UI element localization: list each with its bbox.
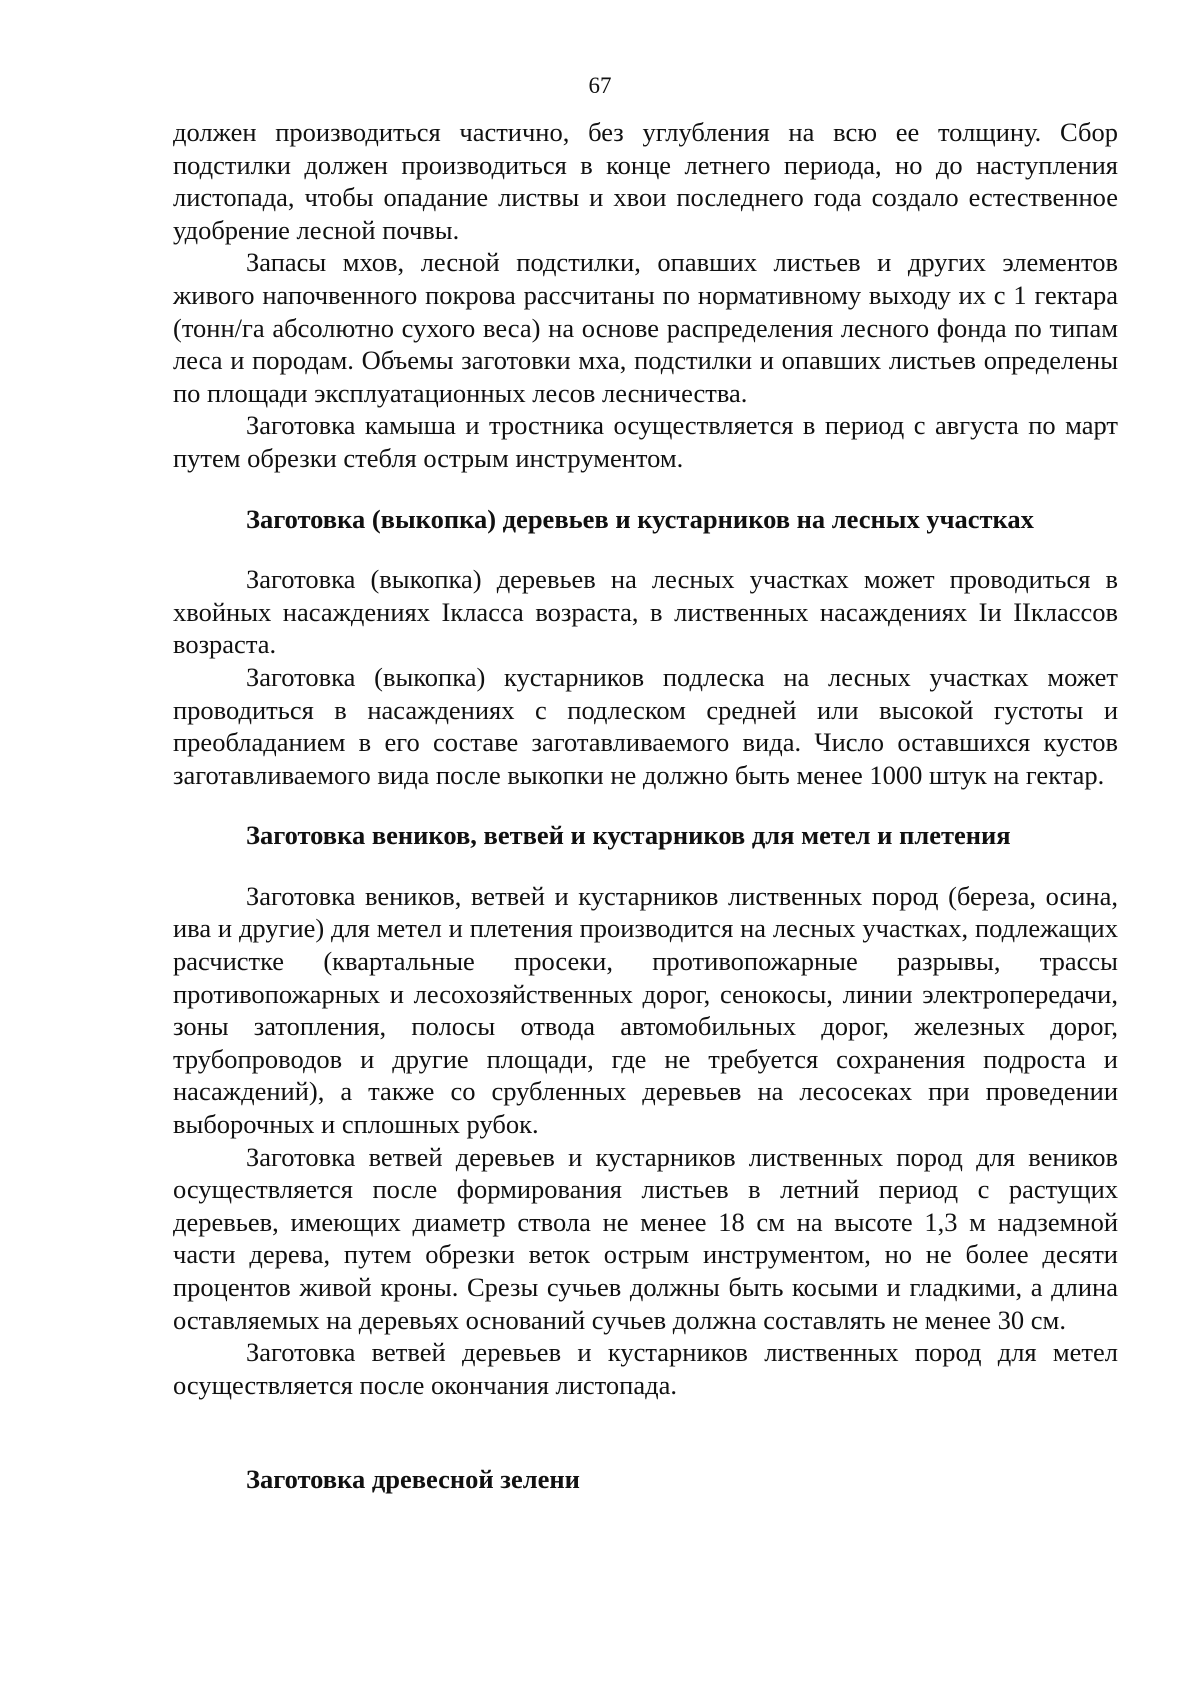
document-body <box>173 116 1118 1496</box>
page-number: 67 <box>588 73 612 98</box>
section-heading-greenery: Заготовка древесной зелени <box>246 1464 580 1495</box>
paragraph-trees-digging: Заготовка (выкопка) деревьев на лесных участках может проводиться в хвойных насаждениях Iкласса возраста, в лиственных насаждениях Iи IIклассов возраста. <box>173 564 1118 660</box>
paragraph-reed-harvesting: Заготовка камыша и тростника осуществляется в период с августа по март путем обрезки стебля острым инструментом. <box>173 410 1118 473</box>
paragraph-shrubs-digging: Заготовка (выкопка) кустарников подлеска на лесных участках может проводиться в насаждениях с подлеском средней или высокой густоты и преобладанием в его составе заготавливаемого вида. Число оставшихся кустов заготавливаемого вида после выкопки не должно быть менее 1000 штук на гектар. <box>173 661 1118 790</box>
paragraph-branches-for-brooms: Заготовка ветвей деревьев и кустарников лиственных пород для веников осуществляется после формирования листьев в летний период с растущих деревьев, имеющих диаметр ствола не менее 18 см на высоте 1,3 м надземной части дерева, путем обрезки веток острым инструментом, но не более десяти процентов живой кроны. Срезы сучьев должны быть косыми и гладкими, а длина оставляемых на деревьях оснований сучьев должна составлять не менее 30 см. <box>173 1141 1118 1335</box>
paragraph-continuation: должен производиться частично, без углубления на всю ее толщину. Сбор подстилки должен производиться в конце летнего периода, но до наступления листопада, чтобы опадание листвы и хвои последнего года создало естественное удобрение лесной почвы. <box>173 117 1118 245</box>
paragraph-branches-for-besoms: Заготовка ветвей деревьев и кустарников лиственных пород для метел осуществляется после окончания листопада. <box>173 1337 1118 1400</box>
paragraph-brooms-harvesting: Заготовка веников, ветвей и кустарников лиственных пород (береза, осина, ива и другие) для метел и плетения производится на лесных участках, подлежащих расчистке (квартальные просеки, противопожарные разрывы, трассы противопожарных и лесохозяйственных дорог, сенокосы, линии электропередачи, зоны затопления, полосы отвода автомобильных дорог, железных дорог, трубопроводов и другие площади, где не требуется сохранения подроста и насаждений), а также со срубленных деревьев на лесосеках при проведении выборочных и сплошных рубок. <box>173 880 1118 1140</box>
section-heading-brooms-branches: Заготовка веников, ветвей и кустарников для метел и плетения <box>246 820 1011 851</box>
paragraph-moss-reserves: Запасы мхов, лесной подстилки, опавших листьев и других элементов живого напочвенного покрова рассчитаны по нормативному выходу их с 1 гектара (тонн/га абсолютно сухого веса) на основе распределения лесного фонда по типам леса и породам. Объемы заготовки мха, подстилки и опавших листьев определены по площади эксплуатационных лесов лесничества. <box>173 247 1118 408</box>
section-heading-trees-shrubs-digging: Заготовка (выкопка) деревьев и кустарников на лесных участках <box>246 503 1034 534</box>
